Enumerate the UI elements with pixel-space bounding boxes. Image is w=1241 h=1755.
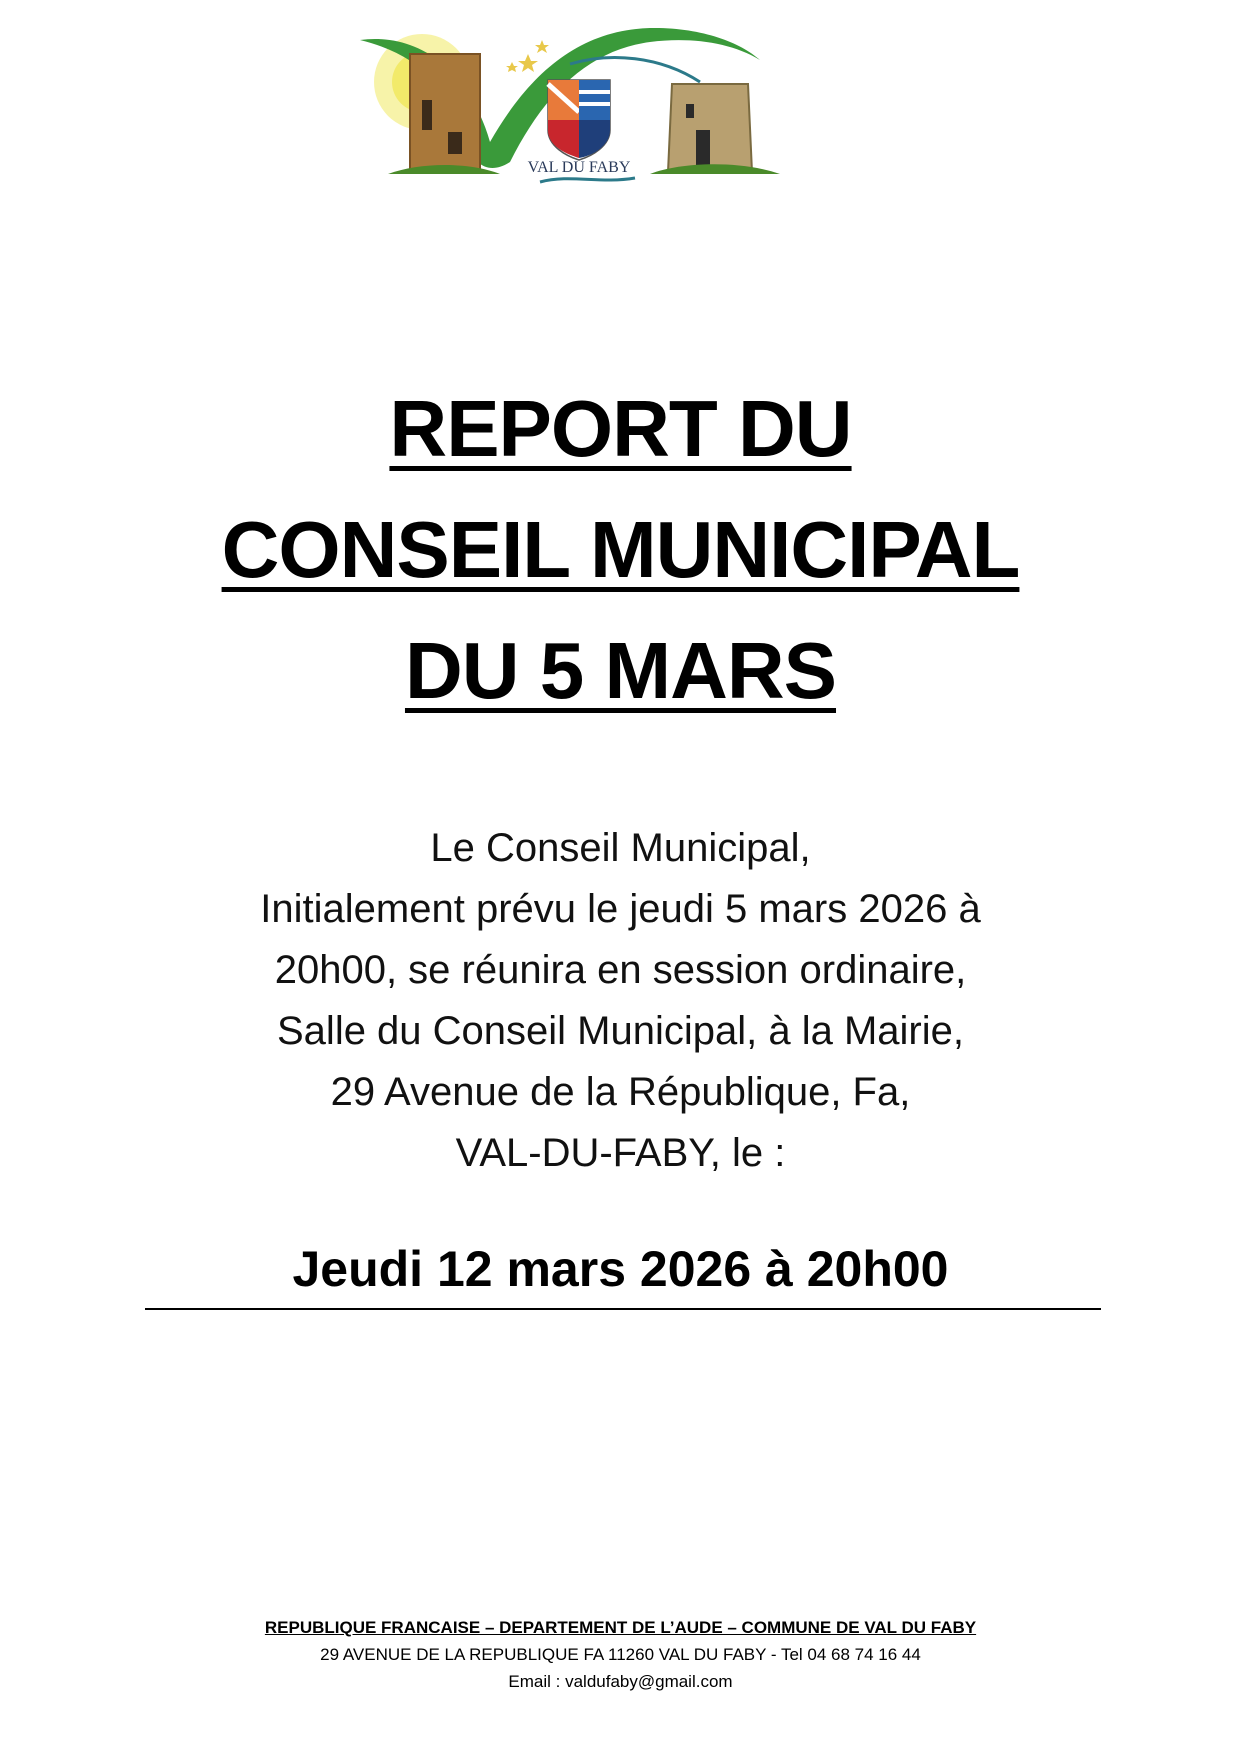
body-line: 29 Avenue de la République, Fa, <box>330 1070 911 1114</box>
title-line-3: DU 5 MARS <box>404 626 837 715</box>
title-line-2: CONSEIL MUNICIPAL <box>221 505 1020 594</box>
title-line-1: REPORT DU <box>389 384 852 473</box>
body-line: Salle du Conseil Municipal, à la Mairie, <box>277 1009 964 1053</box>
new-meeting-date: Jeudi 12 mars 2026 à 20h00 <box>292 1241 949 1297</box>
body-line: VAL-DU-FABY, le : <box>455 1131 786 1175</box>
val-du-faby-logo <box>360 12 800 192</box>
divider <box>145 1308 1101 1310</box>
footer-address: 29 AVENUE DE LA REPUBLIQUE FA 11260 VAL DU FABY - Tel 04 68 74 16 44 <box>320 1645 921 1664</box>
footer <box>0 1614 1241 1695</box>
val-du-faby-logo-icon <box>360 12 800 192</box>
body-line: Initialement prévu le jeudi 5 mars 2026 à <box>260 887 981 931</box>
logo-text: VAL DU FABY <box>527 159 631 176</box>
footer-email: Email : valdufaby@gmail.com <box>508 1672 733 1691</box>
notice-title <box>0 368 1241 731</box>
body-line: 20h00, se réunira en session ordinaire, <box>274 948 967 992</box>
footer-header: REPUBLIQUE FRANCAISE – DEPARTEMENT DE L’AUDE – COMMUNE DE VAL DU FABY <box>264 1618 977 1637</box>
body-line: Le Conseil Municipal, <box>430 826 811 870</box>
notice-body <box>0 818 1241 1184</box>
